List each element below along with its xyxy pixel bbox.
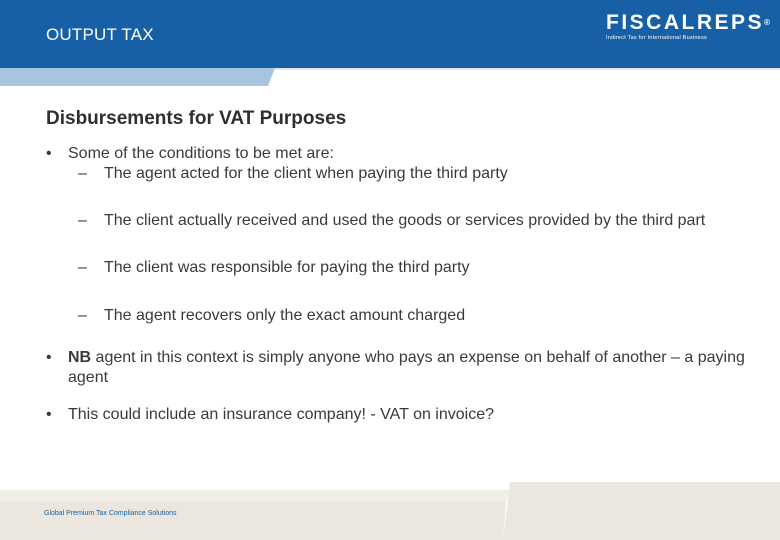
- sub-bullet-item: [46, 258, 752, 278]
- sub-bullet-text: The agent acted for the client when paying the third party: [104, 165, 508, 182]
- sub-bullet-text: The client was responsible for paying the third party: [104, 259, 470, 276]
- dash-icon: –: [78, 212, 87, 229]
- slide-body: [46, 108, 752, 425]
- bullet-text: agent in this context is simply anyone who pays an expense on behalf of another – a paying agent: [68, 349, 745, 386]
- header-bar: [0, 0, 780, 68]
- logo-registered-mark: ®: [764, 18, 770, 27]
- bullet-bold-prefix: NB: [68, 349, 92, 366]
- footer-left-block: [0, 502, 506, 540]
- fiscalreps-logo: [606, 11, 770, 41]
- logo-tagline: Indirect Tax for International Business: [606, 35, 707, 41]
- bullet-item: [46, 348, 752, 388]
- bullet-icon: •: [46, 406, 52, 423]
- dash-icon: –: [78, 307, 87, 324]
- bullet-item: [46, 405, 752, 425]
- band-right-segment: [274, 68, 780, 70]
- bullet-text: This could include an insurance company! - VAT on invoice?: [68, 406, 495, 423]
- sub-bullet-text: The agent recovers only the exact amount charged: [104, 307, 466, 324]
- band-left-segment: [0, 68, 275, 86]
- sub-bullet-item: [46, 211, 752, 231]
- footer-text: Global Premium Tax Compliance Solutions: [44, 510, 177, 517]
- header-accent-band: [0, 68, 780, 86]
- sub-bullet-item: [46, 306, 752, 326]
- footer-top-strip: [0, 490, 510, 502]
- bullet-item: [46, 144, 752, 164]
- logo-text: FISCALREPS: [606, 11, 765, 34]
- footer-right-block: [503, 482, 780, 540]
- sub-bullet-item: [46, 164, 752, 184]
- sub-bullet-text: The client actually received and used the goods or services provided by the third part: [104, 212, 706, 229]
- slide-section-title: OUTPUT TAX: [46, 25, 154, 44]
- dash-icon: –: [78, 259, 87, 276]
- bullet-icon: •: [46, 349, 52, 366]
- dash-icon: –: [78, 165, 87, 182]
- slide-heading: Disbursements for VAT Purposes: [46, 108, 347, 129]
- bullet-text: Some of the conditions to be met are:: [68, 145, 334, 162]
- bullet-icon: •: [46, 145, 52, 162]
